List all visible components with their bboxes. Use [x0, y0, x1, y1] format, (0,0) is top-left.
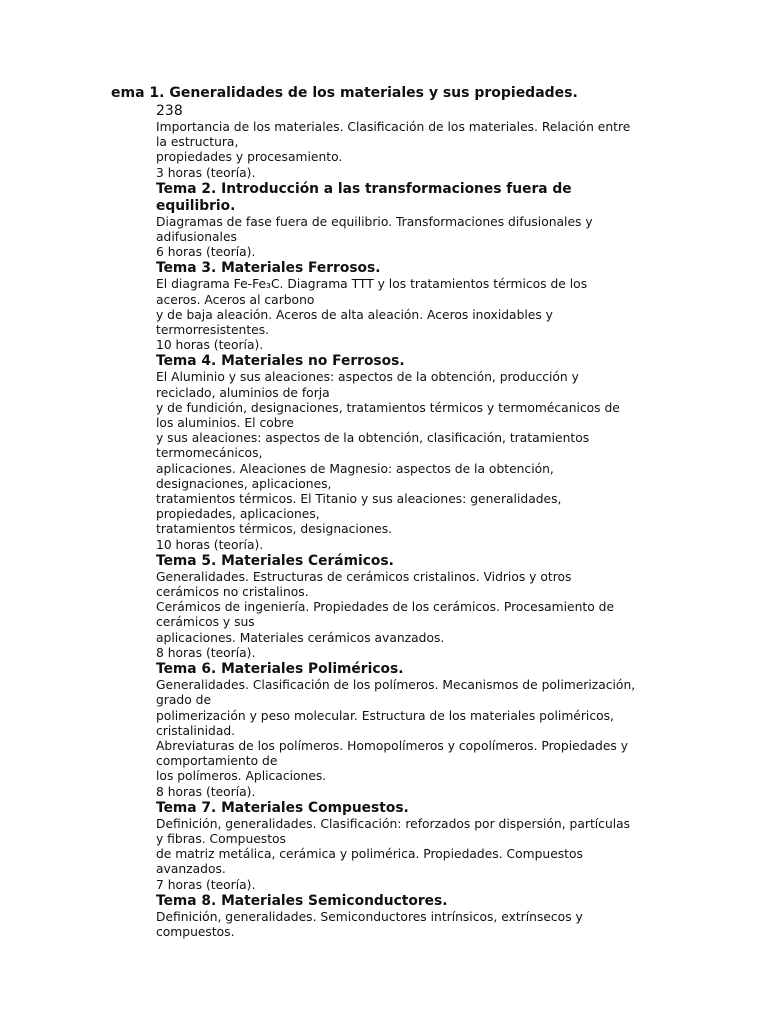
text-line: los polímeros. Aplicaciones.	[156, 769, 327, 784]
text-line: propiedades y procesamiento.	[156, 150, 343, 165]
section-heading: Tema 8. Materiales Semiconductores.	[156, 892, 448, 909]
section-heading: Tema 3. Materiales Ferrosos.	[156, 260, 381, 277]
text-line: y sus aleaciones: aspectos de la obtención, clasificación, tratamientos	[156, 431, 590, 446]
text-line: y fibras. Compuestos	[156, 831, 286, 846]
text-line: y de fundición, designaciones, tratamientos térmicos y termomécanicos de	[156, 400, 620, 415]
text-line: Diagramas de fase fuera de equilibrio. Transformaciones difusionales y	[156, 214, 593, 229]
text-line: compuestos.	[156, 924, 235, 939]
section-heading: Tema 4. Materiales no Ferrosos.	[156, 353, 405, 370]
text-line: El diagrama Fe-Fe₃C. Diagrama TTT y los tratamientos térmicos de los	[156, 277, 588, 292]
text-line: designaciones, aplicaciones,	[156, 476, 332, 491]
text-line: 7 horas (teoría).	[156, 877, 256, 892]
text-line: polimerización y peso molecular. Estructura de los materiales poliméricos,	[156, 708, 614, 723]
text-line: Importancia de los materiales. Clasificación de los materiales. Relación entre	[156, 120, 631, 134]
text-line: grado de	[156, 693, 212, 708]
page-number: 238	[156, 103, 183, 119]
text-line: 8 horas (teoría).	[156, 645, 256, 660]
section-heading: Tema 7. Materiales Compuestos.	[156, 799, 409, 816]
text-line: y de baja aleación. Aceros de alta aleación. Aceros inoxidables y	[156, 307, 553, 322]
text-line: 8 horas (teoría).	[156, 784, 256, 799]
text-line: aplicaciones. Aleaciones de Magnesio: aspectos de la obtención,	[156, 461, 554, 476]
text-line: 10 horas (teoría).	[156, 338, 264, 353]
text-line: cristalinidad.	[156, 723, 236, 738]
section-heading: Tema 5. Materiales Cerámicos.	[156, 552, 394, 569]
text-line: la estructura,	[156, 135, 239, 150]
text-line: tratamientos térmicos, designaciones.	[156, 522, 393, 537]
section-heading: equilibrio.	[156, 197, 236, 214]
text-line: aplicaciones. Materiales cerámicos avanzados.	[156, 630, 445, 645]
section-heading: Tema 2. Introducción a las transformaciones fuera de	[156, 180, 572, 197]
text-line: 10 horas (teoría).	[156, 537, 264, 552]
text-line: Definición, generalidades. Clasificación: reforzados por dispersión, partículas	[156, 816, 631, 831]
text-line: adifusionales	[156, 230, 237, 245]
text-line: 3 horas (teoría).	[156, 165, 256, 180]
text-line: cerámicos y sus	[156, 615, 255, 630]
text-line: 6 horas (teoría).	[156, 245, 256, 260]
text-line: tratamientos térmicos. El Titanio y sus aleaciones: generalidades,	[156, 492, 562, 507]
text-line: Abreviaturas de los polímeros. Homopolímeros y copolímeros. Propiedades y	[156, 738, 629, 753]
section-heading: Tema 6. Materiales Poliméricos.	[156, 661, 404, 678]
text-line: El Aluminio y sus aleaciones: aspectos de la obtención, producción y	[156, 370, 579, 385]
section-title-tema-1: ema 1. Generalidades de los materiales y sus propiedades.	[111, 85, 578, 101]
text-line: propiedades, aplicaciones,	[156, 507, 320, 522]
text-line: Generalidades. Estructuras de cerámicos cristalinos. Vidrios y otros	[156, 569, 572, 584]
text-line: cerámicos no cristalinos.	[156, 585, 309, 600]
syllabus-body	[156, 120, 668, 940]
text-line: termorresistentes.	[156, 323, 270, 338]
text-line: de matriz metálica, cerámica y polimérica. Propiedades. Compuestos	[156, 847, 583, 862]
text-line: Cerámicos de ingeniería. Propiedades de los cerámicos. Procesamiento de	[156, 600, 615, 615]
text-line: avanzados.	[156, 862, 226, 877]
text-line: termomecánicos,	[156, 446, 263, 461]
text-line: reciclado, aluminios de forja	[156, 385, 330, 400]
text-line: Definición, generalidades. Semiconductores intrínsicos, extrínsecos y	[156, 909, 583, 924]
text-line: los aluminios. El cobre	[156, 416, 294, 431]
text-line: aceros. Aceros al carbono	[156, 292, 315, 307]
text-line: comportamiento de	[156, 754, 278, 769]
text-line: Generalidades. Clasificación de los polímeros. Mecanismos de polimerización,	[156, 678, 636, 693]
